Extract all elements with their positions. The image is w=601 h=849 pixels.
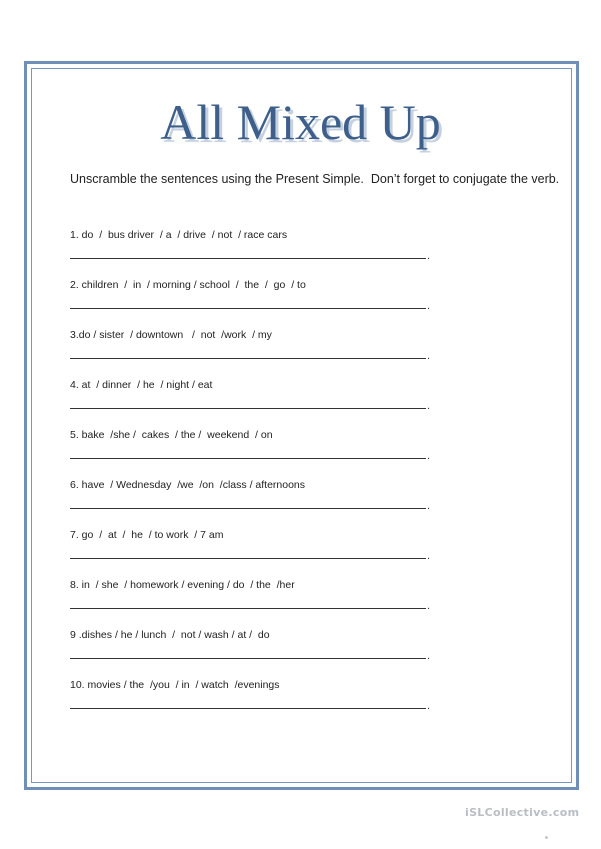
- exercise-prompt: 4. at / dinner / he / night / eat: [70, 379, 213, 391]
- exercise-prompt: 3.do / sister / downtown / not /work / my: [70, 329, 272, 341]
- answer-line[interactable]: [70, 558, 426, 559]
- exercise-prompt: 6. have / Wednesday /we /on /class / afternoons: [70, 479, 306, 491]
- exercise-item: [70, 229, 450, 262]
- answer-line[interactable]: [70, 708, 426, 709]
- exercise-prompt: 8. in / she / homework / evening / do / the /her: [70, 579, 295, 591]
- answer-period: .: [427, 400, 431, 412]
- exercise-item: [70, 479, 450, 512]
- exercise-prompt: 5. bake /she / cakes / the / weekend / on: [70, 429, 273, 441]
- site-watermark: iSLCollective.com: [465, 806, 580, 819]
- answer-period: .: [427, 650, 431, 662]
- exercise-item: [70, 279, 450, 312]
- answer-period: .: [427, 350, 431, 362]
- answer-line[interactable]: [70, 458, 426, 459]
- exercise-item: [70, 379, 450, 412]
- answer-line[interactable]: [70, 358, 426, 359]
- exercise-prompt: 9 .dishes / he / lunch / not / wash / at / do: [70, 629, 270, 641]
- exercise-prompt: 7. go / at / he / to work / 7 am: [70, 529, 224, 541]
- exercise-item: [70, 629, 450, 662]
- answer-line[interactable]: [70, 508, 426, 509]
- answer-period: .: [427, 500, 431, 512]
- answer-line[interactable]: [70, 408, 426, 409]
- exercise-item: [70, 529, 450, 562]
- answer-period: .: [427, 450, 431, 462]
- exercise-item: [70, 679, 450, 712]
- worksheet-title: All Mixed Up: [160, 94, 441, 150]
- exercise-item: [70, 429, 450, 462]
- answer-line[interactable]: [70, 658, 426, 659]
- exercise-item: [70, 329, 450, 362]
- answer-period: .: [427, 600, 431, 612]
- answer-period: .: [427, 550, 431, 562]
- exercise-prompt: 10. movies / the /you / in / watch /evenings: [70, 679, 280, 691]
- answer-line[interactable]: [70, 258, 426, 259]
- answer-period: .: [427, 700, 431, 712]
- decorative-dot: [545, 836, 548, 839]
- exercise-prompt: 1. do / bus driver / a / drive / not / race cars: [70, 229, 288, 241]
- worksheet-instructions: Unscramble the sentences using the Present Simple. Don’t forget to conjugate the verb.: [70, 172, 560, 186]
- exercise-prompt: 2. children / in / morning / school / the / go / to: [70, 279, 306, 291]
- answer-period: .: [427, 250, 431, 262]
- answer-line[interactable]: [70, 608, 426, 609]
- answer-period: .: [427, 300, 431, 312]
- answer-line[interactable]: [70, 308, 426, 309]
- exercise-item: [70, 579, 450, 612]
